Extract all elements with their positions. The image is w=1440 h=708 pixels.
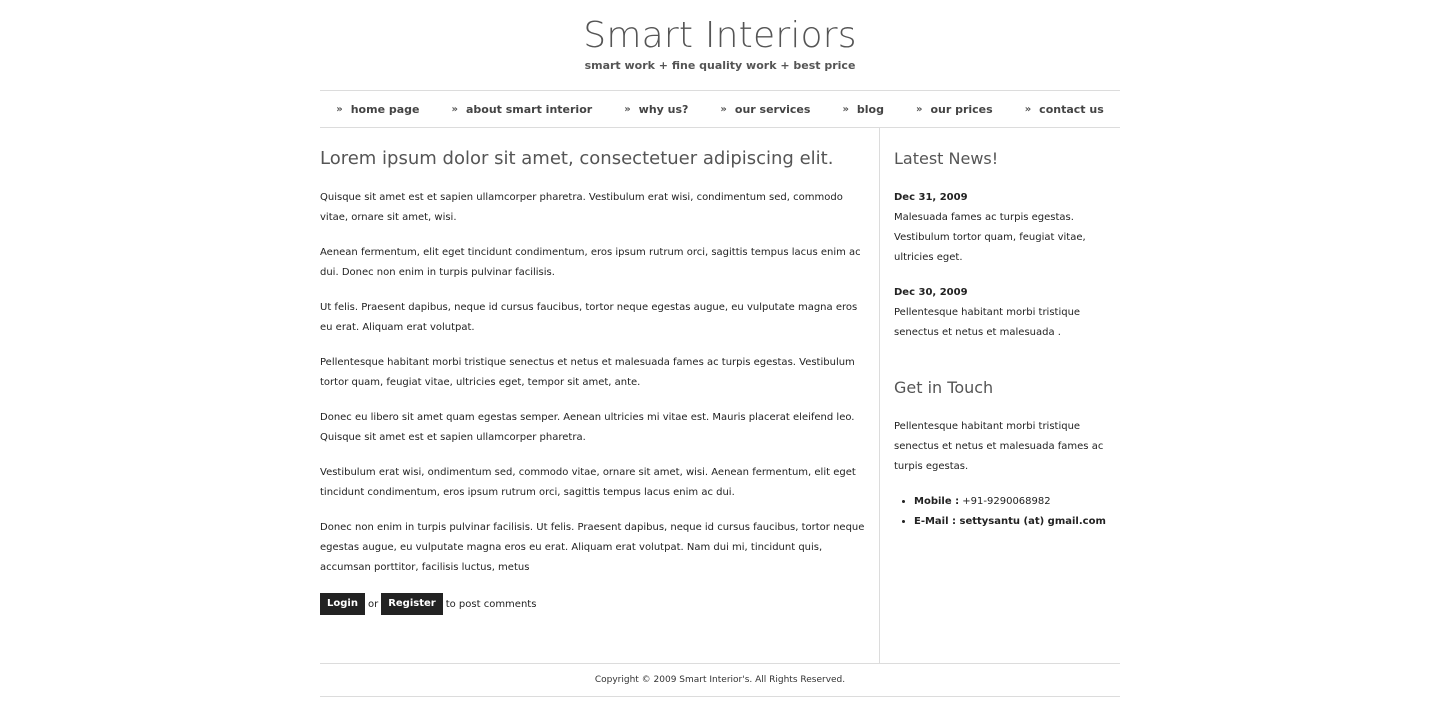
contact-mobile	[914, 492, 1120, 512]
nav-item-label: about smart interior	[465, 102, 593, 116]
post-title: Lorem ipsum dolor sit amet, consectetuer adipiscing elit.	[320, 148, 834, 169]
news-item	[894, 283, 1120, 343]
nav-item-blog[interactable]	[842, 103, 884, 116]
comment-auth-row	[320, 593, 879, 615]
nav-item-label: our services	[734, 102, 811, 116]
double-chevron-right-icon: »	[842, 103, 849, 115]
news-date: Dec 30, 2009	[894, 287, 968, 298]
content-area	[320, 128, 1120, 663]
contact-label: E-Mail : settysantu (at) gmail.com	[914, 516, 1106, 527]
nav-item-label: contact us	[1039, 102, 1104, 116]
contact-label: Mobile :	[914, 496, 960, 507]
latest-news-title: Latest News!	[894, 149, 999, 168]
post-paragraph: Quisque sit amet est et sapien ullamcorper pharetra. Vestibulum erat wisi, condimentum sed, commodo vitae, ornare sit amet, wisi.	[320, 192, 843, 223]
sidebar	[880, 128, 1120, 663]
post-paragraph: Donec non enim in turpis pulvinar facilisis. Ut felis. Praesent dapibus, neque id cursus faucibus, tortor neque egestas augue, eu vulputate magna eros eu erat. Aliquam erat volutpat. Nam dui mi, tincidunt quis, accumsan porttitor, facilisis luctus, metus	[320, 522, 865, 573]
news-date: Dec 31, 2009	[894, 192, 968, 203]
register-button[interactable]: Register	[381, 593, 443, 615]
nav-item-why-us[interactable]	[624, 103, 688, 116]
nav-item-label: home page	[350, 102, 420, 116]
post-paragraph: Aenean fermentum, elit eget tincidunt condimentum, eros ipsum rutrum orci, sagittis tempus lacus enim ac dui. Donec non enim in turpis pulvinar facilisis.	[320, 247, 861, 278]
double-chevron-right-icon: »	[1024, 103, 1032, 115]
nav-item-services[interactable]	[720, 103, 810, 116]
news-item	[894, 188, 1120, 268]
auth-suffix-text: to post comments	[445, 598, 537, 610]
get-in-touch-title: Get in Touch	[894, 378, 994, 397]
copyright-text: Copyright © 2009 Smart Interior's. All Rights Reserved.	[594, 675, 846, 685]
nav-item-about[interactable]	[452, 103, 593, 116]
post-paragraph: Ut felis. Praesent dapibus, neque id cursus faucibus, tortor neque egestas augue, eu vulputate magna eros eu erat. Aliquam erat volutpat.	[320, 302, 858, 333]
post-paragraph: Donec eu libero sit amet quam egestas semper. Aenean ultricies mi vitae est. Mauris placerat eleifend leo. Quisque sit amet est et sapien ullamcorper pharetra.	[320, 412, 855, 443]
news-text: Pellentesque habitant morbi tristique senectus et netus et malesuada .	[894, 307, 1081, 338]
double-chevron-right-icon: »	[336, 103, 343, 115]
login-button[interactable]: Login	[320, 593, 365, 615]
nav-item-prices[interactable]	[916, 103, 993, 116]
site-footer	[320, 663, 1120, 697]
page-wrapper	[320, 0, 1120, 697]
contact-value: +91-9290068982	[959, 496, 1051, 507]
nav-item-label: blog	[856, 102, 884, 116]
site-header	[320, 0, 1120, 90]
nav-item-label: why us?	[638, 102, 689, 116]
news-text: Malesuada fames ac turpis egestas. Vestibulum tortor quam, feugiat vitae, ultricies eget.	[894, 212, 1086, 263]
get-in-touch-text: Pellentesque habitant morbi tristique senectus et netus et malesuada fames ac turpis egestas.	[894, 421, 1104, 472]
double-chevron-right-icon: »	[624, 103, 631, 115]
site-tagline: smart work + fine quality work + best price	[584, 59, 856, 72]
main-column	[320, 128, 880, 663]
double-chevron-right-icon: »	[451, 103, 458, 115]
double-chevron-right-icon: »	[915, 103, 923, 115]
contact-email	[914, 512, 1120, 532]
nav-item-home[interactable]	[336, 103, 419, 116]
post-paragraph: Pellentesque habitant morbi tristique senectus et netus et malesuada fames ac turpis egestas. Vestibulum tortor quam, feugiat vitae, ultricies eget, tempor sit amet, ante.	[320, 357, 855, 388]
nav-item-label: our prices	[930, 102, 993, 116]
nav-item-contact[interactable]	[1025, 103, 1104, 116]
auth-or-text: or	[367, 598, 379, 610]
post-paragraph: Vestibulum erat wisi, ondimentum sed, commodo vitae, ornare sit amet, wisi. Aenean fermentum, elit eget tincidunt condimentum, eros ipsum rutrum orci, sagittis tempus lacus enim ac dui.	[320, 467, 856, 498]
site-title[interactable]: Smart Interiors	[583, 15, 857, 56]
double-chevron-right-icon: »	[720, 103, 727, 115]
main-nav	[320, 90, 1120, 128]
contact-list	[894, 492, 1120, 532]
